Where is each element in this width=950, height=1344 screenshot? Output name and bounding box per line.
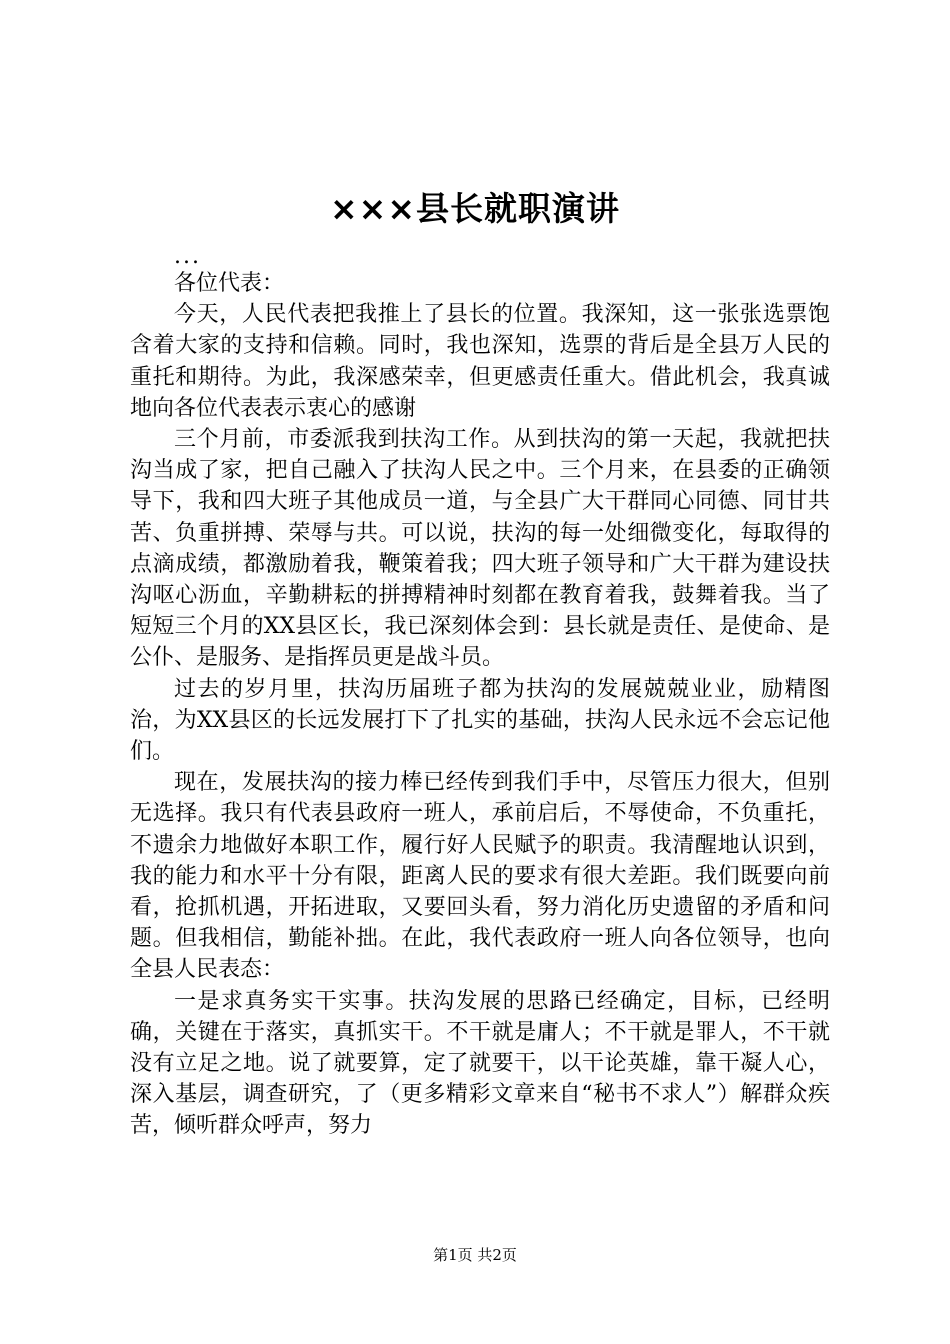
paragraph: 一是求真务实干实事。扶沟发展的思路已经确定，目标，已经明确，关键在于落实，真抓实干。不干就是庸人；不干就是罪人，不干就没有立足之地。说了就要算，定了就要干，以干论英雄，靠干凝人心，深入基层，调查研究，了（更多精彩文章来自“秘书不求人”）解群众疾苦，倾听群众呼声，努力 (130, 988, 830, 1139)
document-title: ×××县长就职演讲 (330, 189, 620, 228)
ellipsis-marker: ... (174, 244, 201, 269)
document-body (130, 246, 830, 1142)
paragraph: 现在，发展扶沟的接力棒已经传到我们手中，尽管压力很大，但别无选择。我只有代表县政府一班人，承前启后，不辱使命，不负重托，不遗余力地做好本职工作，履行好人民赋予的职责。我清醒地认识到，我的能力和水平十分有限，距离人民的要求有很大差距。我们既要向前看，抢抓机遇，开拓进取，又要回头看，努力消化历史遗留的矛盾和问题。但我相信，勤能补拙。在此，我代表政府一班人向各位领导，也向全县人民表态： (130, 770, 830, 983)
paragraph: 今天，人民代表把我推上了县长的位置。我深知，这一张张选票饱含着大家的支持和信赖。同时，我也深知，选票的背后是全县万人民的重托和期待。为此，我深感荣幸，但更感责任重大。借此机会，我真诚地向各位代表表示衷心的感谢 (130, 302, 830, 421)
paragraph: 三个月前，市委派我到扶沟工作。从到扶沟的第一天起，我就把扶沟当成了家，把自己融入了扶沟人民之中。三个月来，在县委的正确领导下，我和四大班子其他成员一道，与全县广大干群同心同德、同甘共苦、负重拼搏、荣辱与共。可以说，扶沟的每一处细微变化，每取得的点滴成绩，都激励着我，鞭策着我；四大班子领导和广大干群为建设扶沟呕心沥血，辛勤耕耘的拼搏精神时刻都在教育着我，鼓舞着我。当了短短三个月的XX县区长，我已深刻体会到：县长就是责任、是使命、是公仆、是服务、是指挥员更是战斗员。 (130, 427, 830, 671)
page-footer: 第1页 共2页 (433, 1246, 517, 1264)
paragraph: 过去的岁月里，扶沟历届班子都为扶沟的发展兢兢业业，励精图治，为XX县区的长远发展打下了扎实的基础，扶沟人民永远不会忘记他们。 (130, 676, 830, 765)
salutation: 各位代表： (174, 271, 285, 296)
